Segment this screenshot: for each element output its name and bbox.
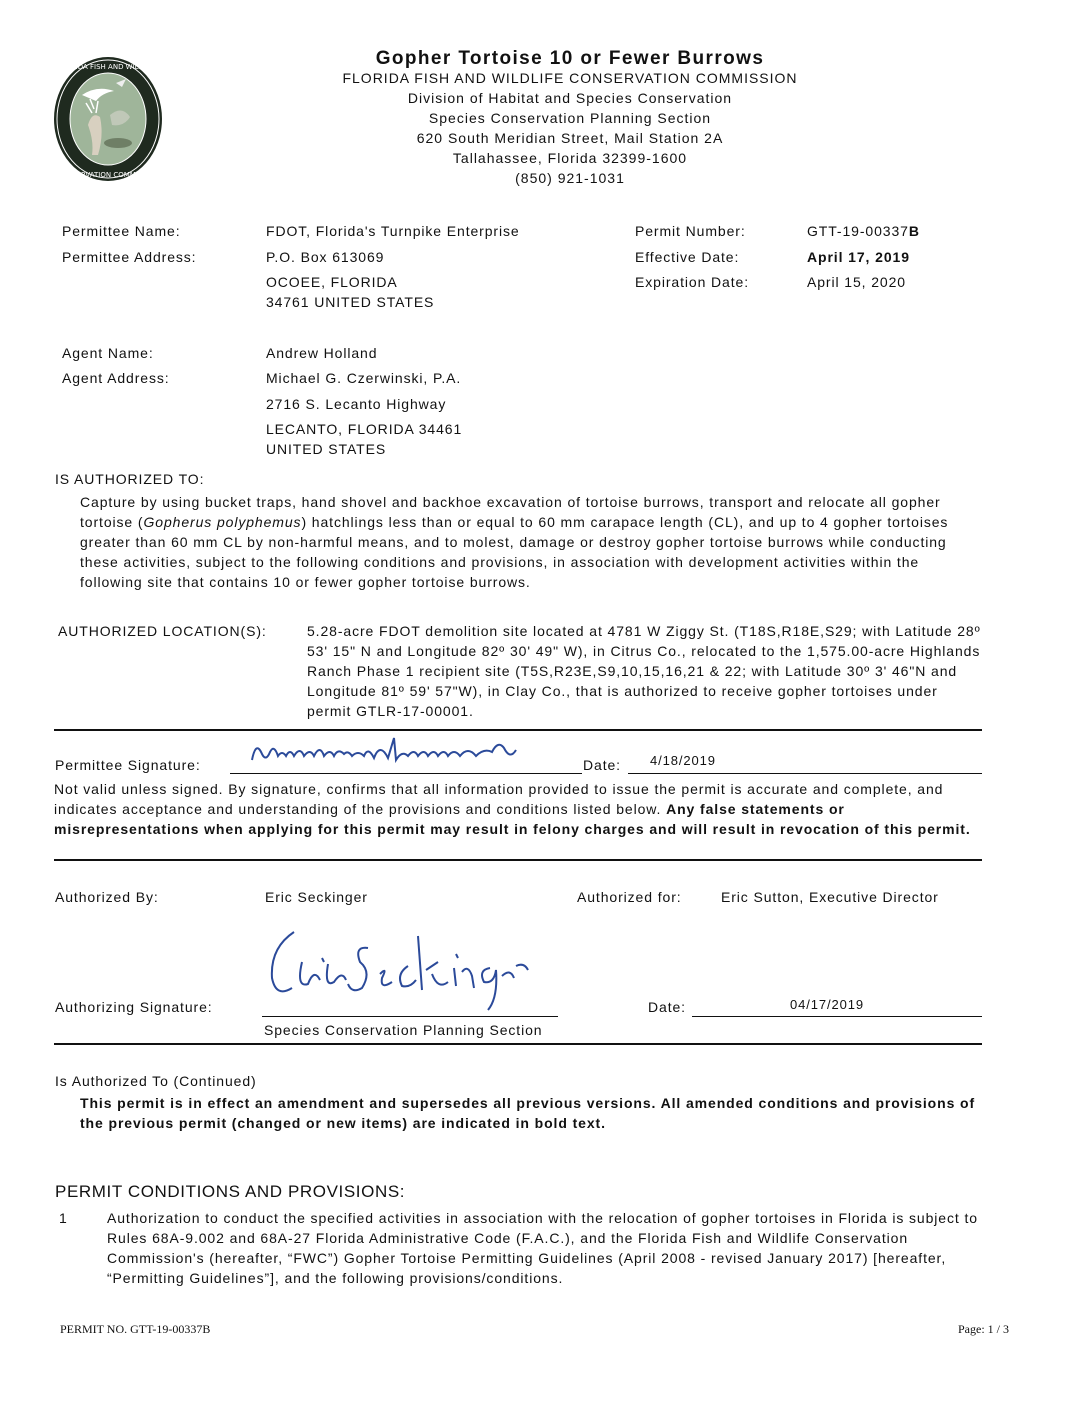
location-label: AUTHORIZED LOCATION(S): bbox=[58, 623, 267, 639]
city-address: Tallahassee, Florida 32399-1600 bbox=[452, 150, 688, 166]
footer-page-number: Page: 1 / 3 bbox=[958, 1322, 1009, 1336]
divider bbox=[54, 1043, 982, 1045]
document-title: Gopher Tortoise 10 or Fewer Burrows bbox=[375, 48, 765, 69]
date-line bbox=[628, 773, 982, 774]
svg-text:CONSERVATION COMMISSION: CONSERVATION COMMISSION bbox=[56, 171, 160, 179]
expiration-date: April 15, 2020 bbox=[807, 274, 906, 290]
conditions-heading: PERMIT CONDITIONS AND PROVISIONS: bbox=[55, 1182, 406, 1201]
authorized-text: Capture by using bucket traps, hand shovel and backhoe excavation of tortoise burrows, transport and relocate all gopher tortoise (Gopherus polyphemus) hatchlings less than or equal to 60 mm carapace length (CL), and up to 4 gopher tortoises greater than 60 mm CL by non-harmful means, and to molest, damage or destroy gopher tortoise burrows while conducting these activities, subject to the following conditions and provisions, in association with development activities within the following site that contains 10 or fewer gopher tortoise burrows. bbox=[80, 494, 949, 590]
signature-line bbox=[262, 1016, 558, 1017]
footer-permit-number: PERMIT NO. GTT-19-00337B bbox=[60, 1322, 211, 1336]
permittee-signature-label: Permittee Signature: bbox=[55, 757, 201, 773]
street-address: 620 South Meridian Street, Mail Station 2A bbox=[416, 130, 724, 146]
agent-address-line: 2716 S. Lecanto Highway bbox=[266, 396, 447, 412]
expiration-date-label: Expiration Date: bbox=[635, 274, 750, 290]
authorizing-signature-image bbox=[262, 918, 532, 1014]
effective-date-label: Effective Date: bbox=[635, 249, 740, 265]
authorized-by-label: Authorized By: bbox=[55, 889, 159, 905]
condition-text: Authorization to conduct the specified activities in association with the relocation of gopher tortoises in Florida is subject to Rules 68A-9.002 and 68A-27 Florida Administrative Code (F.A.C.), and the Florida Fish and Wildlife Conservation Commission's (hereafter, “FWC”) Gopher Tortoise Permitting Guidelines (April 2008 - revised January 2017) [hereafter, “Permitting Guidelines”], and the following provisions/conditions. bbox=[107, 1210, 978, 1286]
permittee-address-label: Permittee Address: bbox=[62, 249, 197, 265]
authorized-for: Eric Sutton, Executive Director bbox=[721, 889, 939, 905]
agent-name: Andrew Holland bbox=[266, 345, 378, 361]
permittee-name: FDOT, Florida's Turnpike Enterprise bbox=[266, 223, 520, 239]
location-text: 5.28-acre FDOT demolition site located at 4781 W Ziggy St. (T18S,R18E,S29; with Latitude 28º 53' 15" N and Longitude 82º 30' 49" W), in Citrus Co., relocated to the 1,575.00-acre Highlands Ranch Phase 1 recipient site (T5S,R23E,S9,10,15,16,21 & 22; with Latitude 30º 3' 46"N and Longitude 81º 59' 57"W), in Clay Co., that is authorized to receive gopher tortoises under permit GTLR-17-00001. bbox=[307, 623, 981, 719]
agent-address-line: Michael G. Czerwinski, P.A. bbox=[266, 370, 462, 386]
signature-section: Species Conservation Planning Section bbox=[264, 1022, 543, 1038]
permittee-address-line: P.O. Box 613069 bbox=[266, 249, 385, 265]
permittee-name-label: Permittee Name: bbox=[62, 223, 181, 239]
signature-line bbox=[230, 773, 582, 774]
svg-text:FLORIDA FISH AND WILDLIFE: FLORIDA FISH AND WILDLIFE bbox=[57, 63, 159, 71]
agent-address-line: UNITED STATES bbox=[266, 441, 387, 457]
agent-address-label: Agent Address: bbox=[62, 370, 170, 386]
authorizing-signature-label: Authorizing Signature: bbox=[55, 999, 213, 1015]
authorizing-date: 04/17/2019 bbox=[790, 997, 865, 1012]
signature-notice: Not valid unless signed. By signature, confirms that all information provided to issue the permit is accurate and complete, and indicates acceptance and understanding of the provisions and conditions listed below. Any false statements or misrepresentations when applying for this permit may result in felony charges and will result in revocation of this permit. bbox=[54, 781, 971, 837]
permit-number: GTT-19-00337B bbox=[807, 223, 920, 239]
permittee-address-line: 34761 UNITED STATES bbox=[266, 294, 435, 310]
effective-date: April 17, 2019 bbox=[807, 249, 910, 265]
authorizing-date-label: Date: bbox=[648, 999, 686, 1015]
authorized-heading: IS AUTHORIZED TO: bbox=[55, 471, 205, 487]
section-name: Species Conservation Planning Section bbox=[428, 110, 712, 126]
condition-number: 1 bbox=[59, 1210, 68, 1226]
authorized-by: Eric Seckinger bbox=[265, 889, 368, 905]
continued-heading: Is Authorized To (Continued) bbox=[55, 1073, 257, 1089]
permittee-address-line: OCOEE, FLORIDA bbox=[266, 274, 398, 290]
agency-name: FLORIDA FISH AND WILDLIFE CONSERVATION COMMISSION bbox=[342, 70, 798, 86]
divider bbox=[54, 859, 982, 861]
authorized-for-label: Authorized for: bbox=[577, 889, 682, 905]
permittee-signature-image bbox=[248, 730, 528, 772]
agent-address-line: LECANTO, FLORIDA 34461 bbox=[266, 421, 463, 437]
date-line bbox=[692, 1016, 982, 1017]
permittee-date-label: Date: bbox=[583, 757, 621, 773]
agent-name-label: Agent Name: bbox=[62, 345, 154, 361]
permittee-date: 4/18/2019 bbox=[650, 753, 716, 768]
amendment-notice: This permit is in effect an amendment and supersedes all previous versions. All amended conditions and provisions of the previous permit (changed or new items) are indicated in bold text. bbox=[80, 1095, 976, 1131]
division-name: Division of Habitat and Species Conservation bbox=[407, 90, 733, 106]
permit-number-label: Permit Number: bbox=[635, 223, 746, 239]
phone-number: (850) 921-1031 bbox=[515, 170, 625, 186]
